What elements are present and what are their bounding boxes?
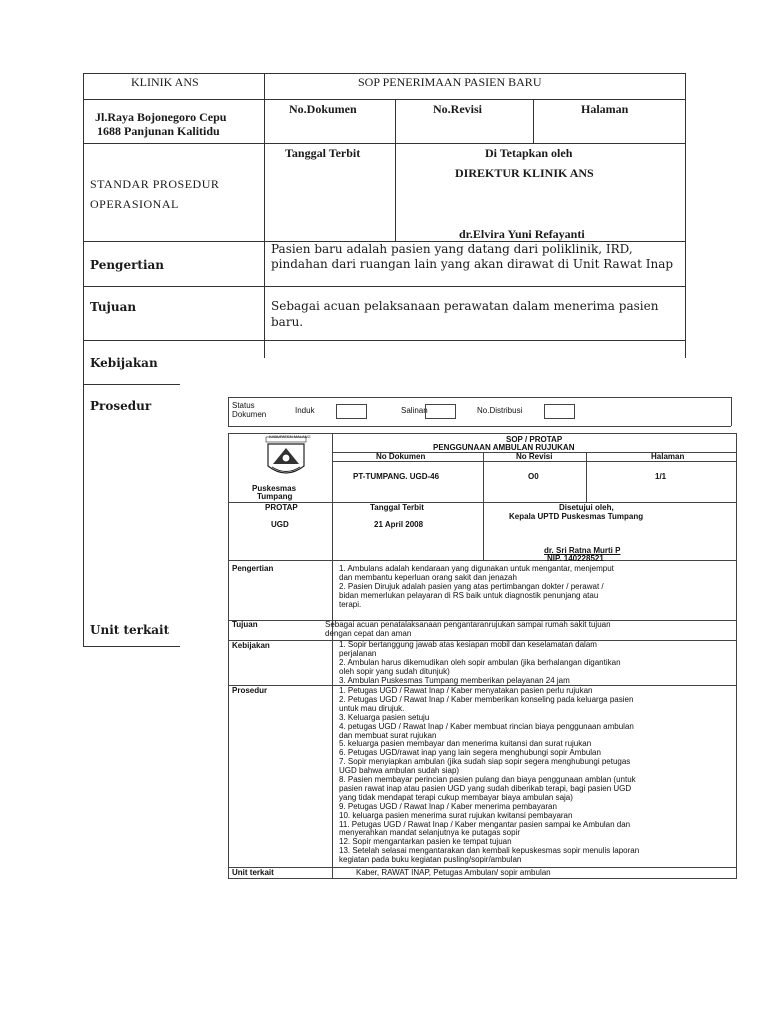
clinic-name: KLINIK ANS bbox=[131, 75, 199, 89]
scan-prosedur-line: 2. Petugas UGD / Rawat Inap / Kaber memberikan konseling pada keluarga pasien bbox=[339, 694, 634, 704]
salinan-label: Salinan bbox=[401, 406, 428, 415]
scan-pengertian-line: 2. Pasien Dirujuk adalah pasien yang atas pertimbangan dokter / perawat / bbox=[339, 581, 604, 591]
scan-prosedur-line: 12. Sopir mengantarkan pasien ke tempat tujuan bbox=[339, 837, 512, 847]
address-line-2: 1688 Panjunan Kalitidu bbox=[97, 124, 220, 138]
pengertian-label: Pengertian bbox=[90, 258, 165, 272]
scan-prosedur-line: 6. Petugas UGD/rawat inap yang lain segera menghubungi sopir Ambulan bbox=[339, 748, 601, 758]
scan-prosedur-line: 4. petugas UGD / Rawat Inap / Kaber membuat rincian biaya penggunaan ambulan bbox=[339, 721, 634, 731]
no-dokumen-label: No.Dokumen bbox=[289, 102, 357, 116]
scan-pengertian-line: bidan memerlukan pelayaran di RS baik untuk diagnostik penunjang atau bbox=[339, 590, 599, 600]
distribusi-checkbox bbox=[544, 404, 575, 419]
tujuan-label: Tujuan bbox=[90, 300, 137, 314]
scan-prosedur-line: 8. Pasien membayar perincian pasien pulang dan biaya penggunaan amblan (untuk bbox=[339, 775, 636, 784]
scan-prosedur-line: 13. Setelah selasai mengantarakan dan kembali kepuskesmas sopir menulis laporan bbox=[339, 846, 640, 856]
distribusi-label: No.Distribusi bbox=[477, 406, 523, 415]
scan-kebijakan-line: oleh sopir yang sudah ditunjuk) bbox=[339, 666, 450, 676]
sop-title: SOP PENERIMAAN PASIEN BARU bbox=[358, 75, 542, 89]
pengertian-line-1: Pasien baru adalah pasien yang datang dari poliklinik, IRD, bbox=[271, 242, 633, 256]
scan-prosedur-line: 9. Petugas UGD / Rawat Inap / Kaber menerima pembayaran bbox=[339, 801, 557, 811]
scan-col-halaman: Halaman bbox=[651, 452, 685, 461]
scan-tanggal-label: Tanggal Terbit bbox=[370, 503, 424, 512]
induk-checkbox bbox=[336, 404, 367, 419]
scan-tujuan-line: Sebagai acuan penatalaksanaan pengantaranrujukan sampai rumah sakit tujuan bbox=[325, 620, 611, 629]
scan-prosedur-line: yang tidak mendapat terapi cukup membayar biaya ambulan saja) bbox=[339, 792, 573, 802]
tujuan-line-2: baru. bbox=[271, 315, 304, 329]
scan-prosedur-line: 3. Keluarga pasien setuju bbox=[339, 712, 430, 722]
scan-kebijakan-line: 2. Ambulan harus dikemudikan oleh sopir ambulan (jika berhalangan digantikan bbox=[339, 657, 621, 667]
kepala-label: Kepala UPTD Puskesmas Tumpang bbox=[509, 512, 644, 521]
salinan-checkbox bbox=[425, 404, 456, 419]
protap-label: PROTAP bbox=[265, 503, 298, 512]
scan-unit-label: Unit terkait bbox=[232, 868, 274, 877]
scan-col-dokumen: No Dokumen bbox=[376, 452, 426, 461]
scan-val-dokumen: PT-TUMPANG. UGD-46 bbox=[353, 472, 440, 481]
scan-kebijakan-line: 1. Sopir bertanggung jawab atas kesiapan mobil dan keselamatan dalam bbox=[339, 640, 597, 649]
puskesmas-label-2: Tumpang bbox=[257, 492, 293, 501]
logo-caption: KABUPATEN MALANG bbox=[269, 434, 311, 439]
scan-prosedur-line: 11. Petugas UGD / Rawat Inap / Kaber mengantar pasien sampai ke Ambulan dan bbox=[339, 819, 631, 829]
disetujui-label: Disetujui oleh, bbox=[559, 503, 614, 512]
scan-kebijakan-label: Kebijakan bbox=[232, 641, 270, 650]
spo-line-1: STANDAR PROSEDUR bbox=[90, 177, 220, 191]
puskesmas-label-1: Puskesmas bbox=[252, 484, 297, 493]
pengertian-line-2: pindahan dari ruangan lain yang akan dirawat di Unit Rawat Inap bbox=[271, 257, 674, 271]
ditetapkan-label: Di Tetapkan oleh bbox=[485, 146, 573, 160]
scan-kebijakan-line: perjalanan bbox=[339, 648, 377, 658]
scan-prosedur-line: UGD bahwa ambulan sudah siap) bbox=[339, 766, 460, 776]
scan-prosedur-label: Prosedur bbox=[232, 686, 268, 695]
dokter-name: dr. Sri Ratna Murti P bbox=[544, 546, 621, 555]
scan-prosedur-line: 1. Petugas UGD / Rawat Inap / Kaber menyatakan pasien perlu rujukan bbox=[339, 686, 593, 695]
spo-line-2: OPERASIONAL bbox=[90, 197, 179, 211]
scan-prosedur-line: untuk mau dirujuk. bbox=[339, 703, 405, 713]
scan-pengertian-label: Pengertian bbox=[232, 564, 274, 573]
scan-pengertian-line: dan membantu keperluan orang sakit dan jenazah bbox=[339, 572, 517, 582]
scan-title-2: PENGGUNAAN AMBULAN RUJUKAN bbox=[433, 443, 575, 452]
status-label-2: Dokumen bbox=[232, 410, 267, 419]
scan-prosedur-line: pasien rawat inap atau pasien UGD yang sudah diberikab terapi, bagi pasien UGD bbox=[339, 783, 632, 793]
scan-tanggal-value: 21 April 2008 bbox=[374, 520, 424, 529]
dokter-nip: NIP. 140228521 bbox=[547, 554, 604, 563]
scan-prosedur-line: 10. keluarga pasien menerima surat rujukan kwitansi pembayaran bbox=[339, 810, 573, 820]
scan-prosedur-line: dan membuat surat rujukan bbox=[339, 730, 437, 740]
scan-prosedur-line: menyerahkan mandat selanjutnya ke putagas sopir bbox=[339, 828, 520, 838]
halaman-label: Halaman bbox=[581, 102, 629, 116]
scan-title-1: SOP / PROTAP bbox=[506, 435, 563, 444]
unit-terkait-label: Unit terkait bbox=[90, 623, 170, 637]
induk-label: Induk bbox=[295, 406, 315, 415]
embedded-sop-scan bbox=[221, 390, 738, 885]
tanggal-terbit-label: Tanggal Terbit bbox=[285, 146, 361, 160]
direktur-title: DIREKTUR KLINIK ANS bbox=[455, 166, 594, 180]
scan-unit-value: Kaber, RAWAT INAP, Petugas Ambulan/ sopir ambulan bbox=[356, 868, 551, 877]
scan-pengertian-line: 1. Ambulans adalah kendaraan yang digunakan untuk mengantar, menjemput bbox=[339, 564, 614, 573]
tujuan-line-1: Sebagai acuan pelaksanaan perawatan dalam menerima pasien bbox=[271, 299, 659, 313]
scan-val-halaman: 1/1 bbox=[655, 472, 667, 481]
scan-pengertian-line: terapi. bbox=[339, 599, 362, 609]
scan-val-revisi: O0 bbox=[528, 472, 539, 481]
scan-col-revisi: No Revisi bbox=[516, 452, 553, 461]
address-line-1: Jl.Raya Bojonegoro Cepu bbox=[95, 110, 227, 124]
prosedur-label: Prosedur bbox=[90, 399, 152, 413]
scan-prosedur-line: 5. keluarga pasien membayar dan menerima kuitansi dan surat rujukan bbox=[339, 739, 592, 749]
scan-tujuan-label: Tujuan bbox=[232, 620, 258, 629]
scan-tujuan-line: dengan cepat dan aman bbox=[325, 628, 412, 638]
scan-kebijakan-line: 3. Ambulan Puskesmas Tumpang memberikan pelayanan 24 jam bbox=[339, 675, 570, 685]
scan-prosedur-line: kegiatan pada buku kegiatan pusling/sopir/ambulan bbox=[339, 855, 522, 865]
puskesmas-logo-icon bbox=[263, 436, 309, 478]
status-label-1: Status bbox=[232, 401, 255, 410]
signer-name: dr.Elvira Yuni Refayanti bbox=[459, 227, 585, 241]
scan-prosedur-line: 7. Sopir menyiapkan ambulan (jika sudah siap sopir segera menghubungi petugas bbox=[339, 757, 631, 767]
kebijakan-label: Kebijakan bbox=[90, 356, 158, 370]
no-revisi-label: No.Revisi bbox=[433, 102, 482, 116]
ugd-label: UGD bbox=[271, 520, 289, 529]
